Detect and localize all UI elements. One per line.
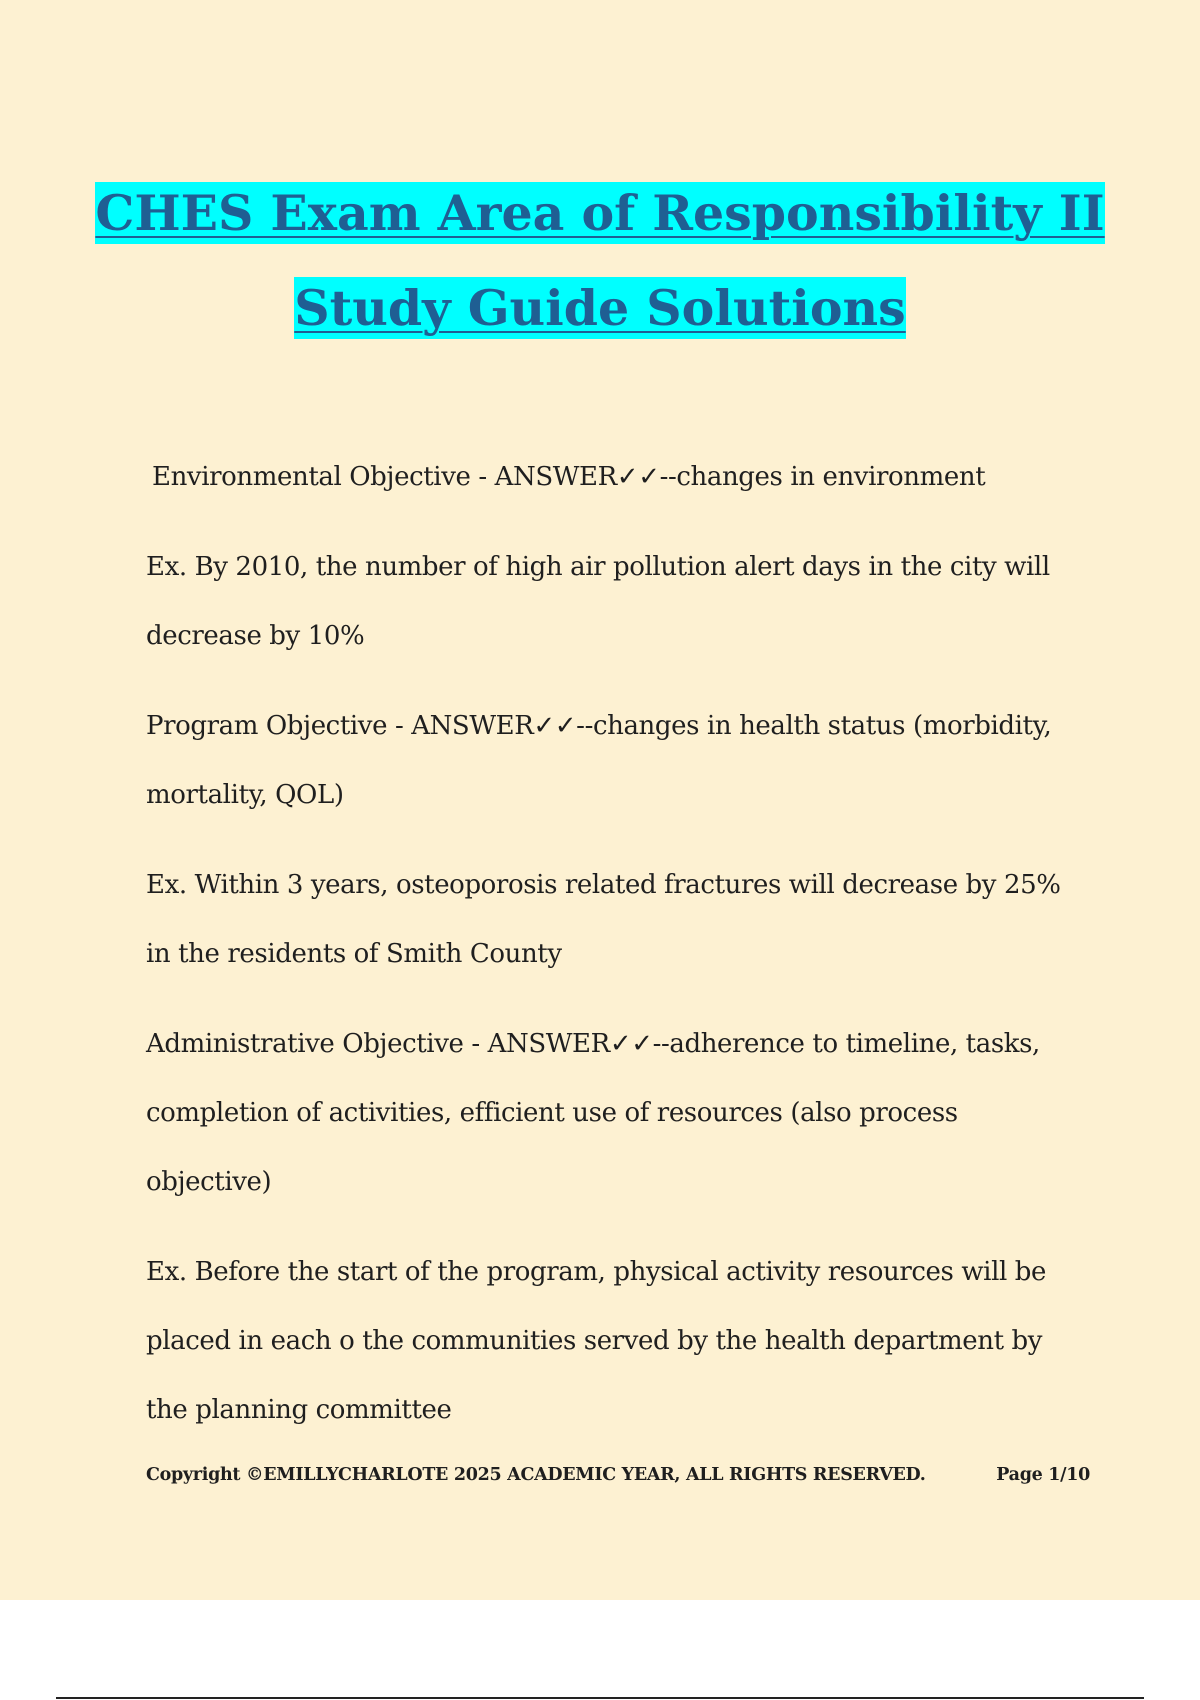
document-body xyxy=(146,443,1086,1445)
page-title xyxy=(0,166,1200,356)
title-line-2: Study Guide Solutions xyxy=(294,279,906,337)
paragraph-administrative-objective: Administrative Objective - ANSWER✓✓--adherence to timeline, tasks, completion of activities, efficient use of resources (also process objective) xyxy=(146,1029,1040,1197)
page-divider xyxy=(56,1697,1144,1699)
footer-page-number: Page 1/10 xyxy=(996,1465,1090,1485)
paragraph-program-example: Ex. Within 3 years, osteoporosis related fractures will decrease by 25% in the residents of Smith County xyxy=(146,870,1061,969)
title-line-1: CHES Exam Area of Responsibility II xyxy=(95,184,1105,242)
paragraph-environmental-example: Ex. By 2010, the number of high air pollution alert days in the city will decrease by 10% xyxy=(146,552,1050,651)
paragraph-program-objective: Program Objective - ANSWER✓✓--changes in health status (morbidity, mortality, QOL) xyxy=(146,711,1052,810)
paragraph-administrative-example: Ex. Before the start of the program, physical activity resources will be placed in each o the communities served by the health department by the planning committee xyxy=(146,1257,1047,1425)
paragraph-environmental-objective: Environmental Objective - ANSWER✓✓--changes in environment xyxy=(152,462,986,492)
footer-copyright: Copyright ©EMILLYCHARLOTE 2025 ACADEMIC YEAR, ALL RIGHTS RESERVED. xyxy=(146,1465,926,1485)
